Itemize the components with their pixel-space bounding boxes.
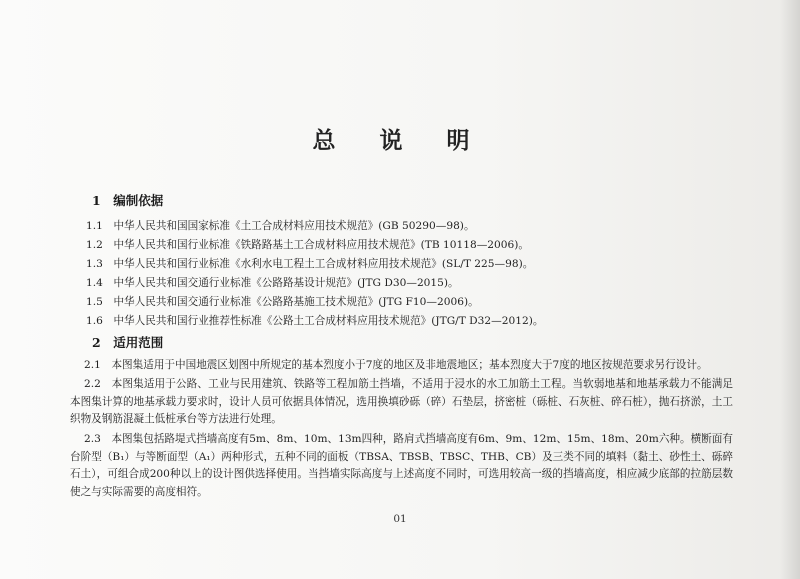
list-item: 1.2 中华人民共和国行业标准《铁路路基土工合成材料应用技术规范》(TB 10118—2006)。	[86, 239, 529, 251]
list-item: 1.1 中华人民共和国国家标准《土工合成材料应用技术规范》(GB 50290—98)。	[86, 220, 475, 232]
paragraph: 2.1 本图集适用于中国地震区划图中所规定的基本烈度小于7度的地区及非地震地区；基本烈度大于7度的地区按规范要求另行设计。	[84, 359, 708, 371]
section-heading-scope: 2 适用范围	[92, 335, 164, 350]
page-title: 总 说 明	[312, 127, 488, 154]
list-item: 1.6 中华人民共和国行业推荐性标准《公路土工合成材料应用技术规范》(JTG/T D32—2012)。	[86, 315, 544, 327]
list-item: 1.5 中华人民共和国交通行业标准《公路路基施工技术规范》(JTG F10—2006)。	[86, 296, 479, 308]
list-item: 1.4 中华人民共和国交通行业标准《公路路基设计规范》(JTG D30—2015)。	[86, 277, 459, 289]
paragraph: 2.3 本图集包括路堤式挡墙高度有5m、8m、10m、13m四种，路肩式挡墙高度有6m、9m、12m、15m、18m、20m六种。横断面有台阶型（B₁）与等断面型（A₁）两种形式，五种不同的面板（TBSA、TBSB、TBSC、THB、CB）及三类不同的填料（黏土、砂性土、砾碎石土），可组合成200种以上的设计图供选择使用。当挡墙实际高度与上述高度不同时，可选用较高一级的挡墙高度，相应减少底部的拉筋层数使之与实际需要的高度相符。	[70, 433, 733, 498]
paragraph: 2.2 本图集适用于公路、工业与民用建筑、铁路等工程加筋土挡墙，不适用于浸水的水工加筋土工程。当软弱地基和地基承载力不能满足本图集计算的地基承载力要求时，设计人员可依据具体情况，选用换填砂砾（碎）石垫层，挤密桩（砾桩、石灰桩、碎石桩），抛石挤淤，土工织物及钢筋混凝土低桩承台等方法进行处理。	[70, 378, 733, 425]
list-item: 1.3 中华人民共和国行业标准《水利水电工程土工合成材料应用技术规范》(SL/T 225—98)。	[86, 258, 534, 270]
page-number: 01	[393, 513, 407, 525]
page-edge-shadow	[780, 0, 800, 579]
section-heading-compilation-basis: 1 编制依据	[92, 193, 164, 208]
